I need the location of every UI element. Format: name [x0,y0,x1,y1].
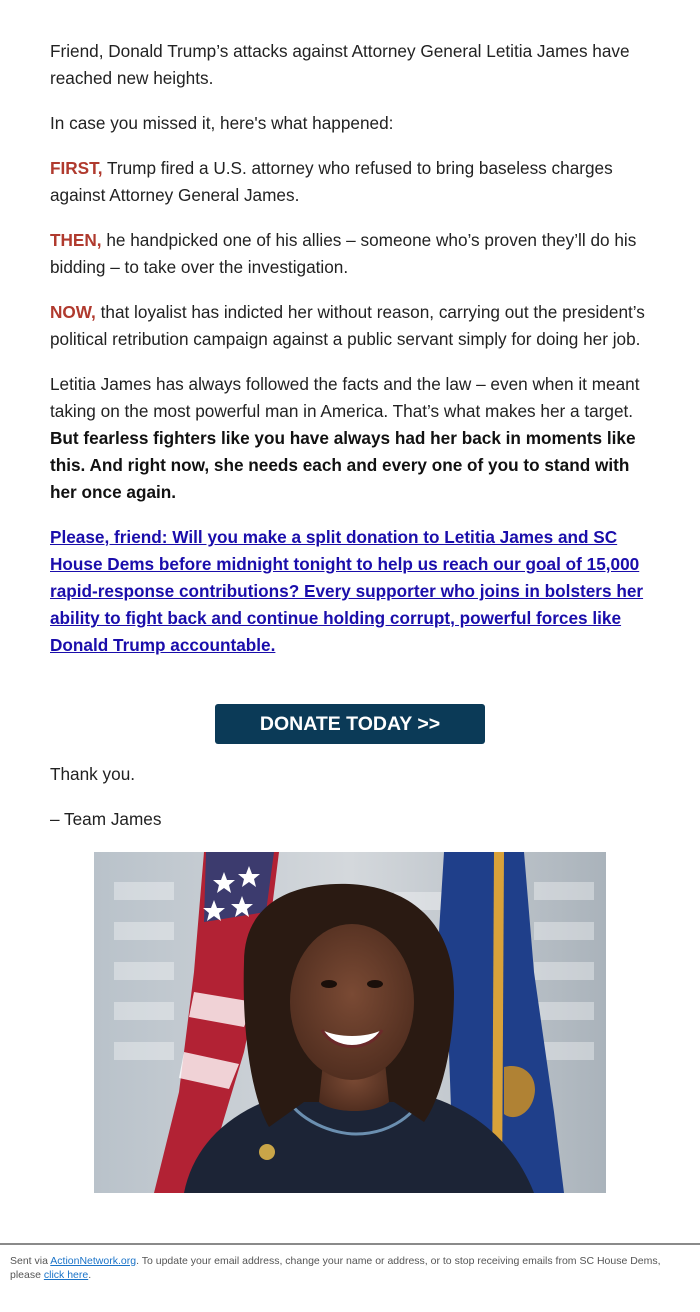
now-paragraph: NOW, that loyalist has indicted her without reason, carrying out the president’s political retribution campaign against a public servant simply for doing her job. [50,302,645,349]
actionnetwork-link[interactable]: ActionNetwork.org [50,1255,137,1267]
email-footer: Sent via ActionNetwork.org. To update your email address, change your name or address, or to stop receiving emails from SC House Dems, please click here. [10,1255,661,1281]
target-paragraph: Letitia James has always followed the facts and the law – even when it meant taking on the most powerful man in America. That’s what makes her a target. But fearless fighters like you have always had her back in moments like this. And right now, she needs each and every one of you to stand with her once again. [50,374,640,502]
donate-button-container [215,704,485,744]
then-paragraph: THEN, he handpicked one of his allies – someone who’s proven they’ll do his bidding – to take over the investigation. [50,230,637,277]
first-paragraph: FIRST, Trump fired a U.S. attorney who refused to bring baseless charges against Attorney General James. [50,158,613,205]
what-happened-paragraph: In case you missed it, here's what happened: [50,113,394,133]
now-lead: NOW, [50,302,96,322]
then-lead: THEN, [50,230,102,250]
thank-you-text: Thank you. [50,764,136,784]
intro-paragraph: Friend, Donald Trump’s attacks against Attorney General Letitia James have reached new heights. [50,41,630,88]
signature: – Team James [50,809,162,829]
letitia-james-photo [94,852,606,1193]
ask-paragraph [50,524,655,659]
email-body [50,38,655,677]
donation-ask-link[interactable]: Please, friend: Will you make a split donation to Letitia James and SC House Dems before midnight tonight to help us reach our goal of 15,000 rapid-response contributions? Every supporter who joins in bolsters her ability to fight back and continue holding corrupt, powerful forces like Donald Trump accountable. [50,527,644,655]
first-lead: FIRST, [50,158,103,178]
footer-divider [0,1243,700,1245]
portrait-image [94,852,606,1193]
appeal-bold-text: But fearless fighters like you have always had her back in moments like this. And right now, she needs each and every one of you to stand with her once again. [50,428,636,502]
unsubscribe-link[interactable]: click here [43,1269,89,1281]
donate-today-button[interactable]: DONATE TODAY >> [215,704,485,744]
